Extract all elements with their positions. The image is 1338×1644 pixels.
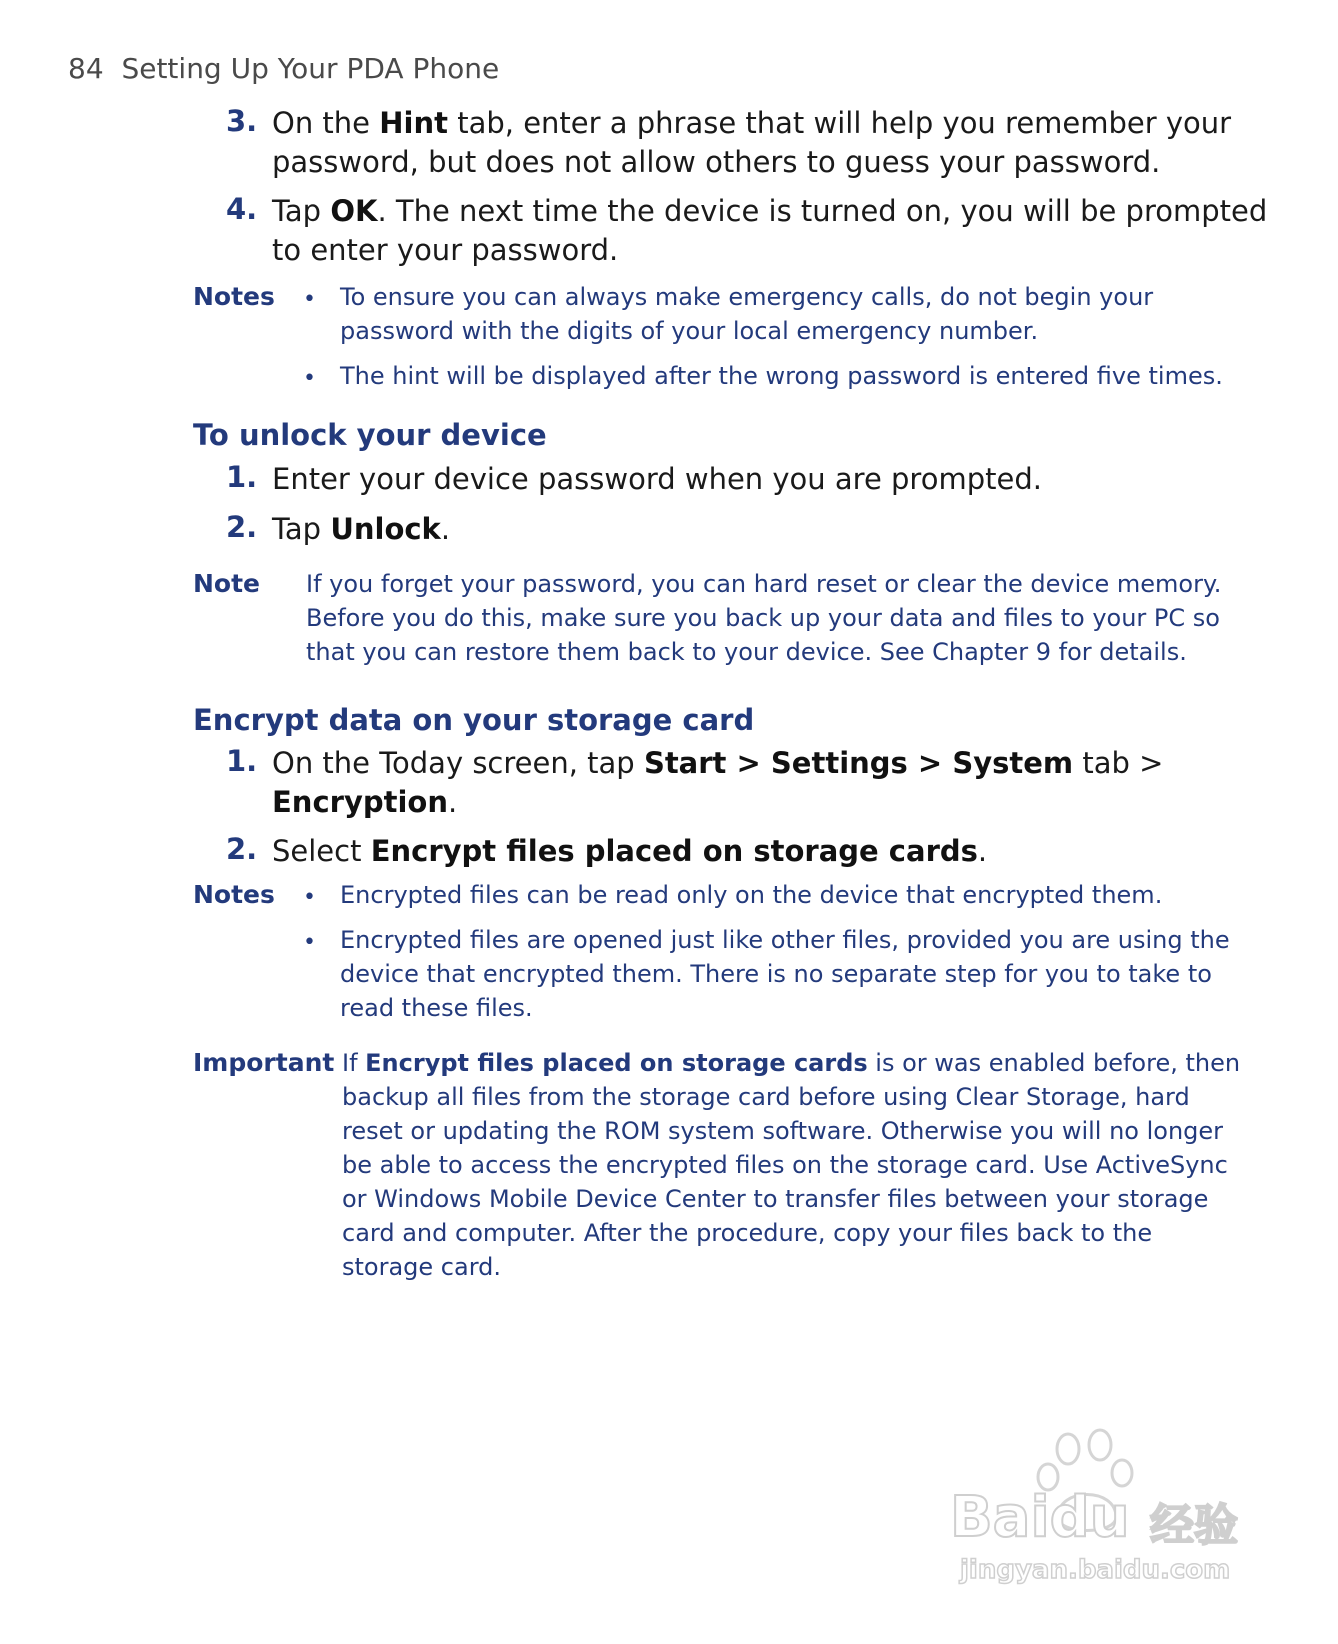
step-text: Enter your device password when you are prompted. (272, 462, 1042, 496)
note-text: Encrypted files are opened just like other files, provided you are using the (340, 926, 1230, 954)
watermark-brand-part: Bai (950, 1485, 1050, 1550)
step-text-part: . (447, 785, 458, 819)
watermark-brand (950, 1485, 1130, 1550)
step-bold-term: Unlock (330, 512, 441, 546)
step-text (272, 104, 1231, 142)
note-text: password with the digits of your local emergency number. (340, 317, 1039, 345)
step-number: 4. (226, 192, 258, 226)
important-label: Important (193, 1048, 335, 1077)
step-text-line (272, 783, 457, 821)
note-text: that you can restore them back to your device. See Chapter 9 for details. (306, 638, 1187, 666)
step-bold-term: Encryption (272, 785, 448, 819)
important-text: storage card. (342, 1253, 502, 1281)
watermark-brand-part: du (1049, 1485, 1130, 1550)
bullet: • (303, 885, 316, 910)
step-text (272, 832, 987, 870)
step-text-part: Select (272, 834, 371, 868)
step-number: 2. (226, 832, 258, 866)
page-number: 84 (68, 52, 104, 85)
note-text: Encrypted files can be read only on the device that encrypted them. (340, 881, 1163, 909)
step-bold-term: Hint (379, 106, 448, 140)
watermark-url: jingyan.baidu.com (960, 1555, 1231, 1585)
watermark (940, 1425, 1270, 1595)
step-number: 1. (226, 744, 258, 778)
note-label: Note (193, 569, 261, 598)
step-text-part: . The next time the device is turned on, you will be prompted (377, 194, 1268, 228)
important-text-part: is or was enabled before, then (867, 1049, 1241, 1077)
important-text: card and computer. After the procedure, copy your files back to the (342, 1219, 1153, 1247)
note-text: device that encrypted them. There is no separate step for you to take to (340, 960, 1212, 988)
bullet: • (303, 930, 316, 955)
important-text: or Windows Mobile Device Center to transfer files between your storage (342, 1185, 1209, 1213)
step-text-part: On the (272, 106, 380, 140)
page-header (68, 52, 499, 85)
notes-label: Notes (193, 282, 275, 311)
step-text-part: . (440, 512, 451, 546)
section-heading: To unlock your device (193, 418, 547, 452)
important-text (342, 1046, 1240, 1080)
notes-label: Notes (193, 880, 275, 909)
step-number: 2. (226, 510, 258, 544)
step-text-part: Tap (272, 194, 331, 228)
step-text-line: to enter your password. (272, 233, 619, 267)
important-text: backup all files from the storage card before using Clear Storage, hard (342, 1083, 1190, 1111)
note-text: read these files. (340, 994, 533, 1022)
step-bold-term: Encrypt files placed on storage cards (370, 834, 978, 868)
step-text (272, 744, 1163, 782)
step-text-part: Tap (272, 512, 331, 546)
step-bold-term: Settings (770, 746, 908, 780)
note-text: If you forget your password, you can hard reset or clear the device memory. (306, 570, 1222, 598)
step-number: 3. (226, 104, 258, 138)
note-text: The hint will be displayed after the wrong password is entered five times. (340, 362, 1223, 390)
step-text-part: . (977, 834, 988, 868)
step-text-line: password, but does not allow others to guess your password. (272, 145, 1161, 179)
step-bold-term: System (952, 746, 1074, 780)
note-text: Before you do this, make sure you back up your data and files to your PC so (306, 604, 1220, 632)
bullet: • (303, 366, 316, 391)
step-number: 1. (226, 460, 258, 494)
step-text (272, 510, 450, 548)
step-text-part: tab, enter a phrase that will help you remember your (447, 106, 1232, 140)
step-text-part: On the Today screen, tap (272, 746, 644, 780)
note-text: To ensure you can always make emergency calls, do not begin your (340, 283, 1154, 311)
step-bold-term: Start (643, 746, 727, 780)
important-text: be able to access the encrypted files on the storage card. Use ActiveSync (342, 1151, 1228, 1179)
step-separator: > (907, 746, 953, 780)
page-header-title: Setting Up Your PDA Phone (121, 52, 500, 85)
important-text: reset or updating the ROM system software. Otherwise you will no longer (342, 1117, 1224, 1145)
important-text-part: If (342, 1049, 366, 1077)
step-text (272, 192, 1267, 230)
step-bold-term: OK (330, 194, 378, 228)
section-heading: Encrypt data on your storage card (193, 703, 755, 737)
watermark-cn: 经验 (1150, 1500, 1238, 1551)
step-text-part: tab > (1073, 746, 1164, 780)
important-bold-term: Encrypt files placed on storage cards (365, 1049, 868, 1077)
bullet: • (303, 287, 316, 312)
step-separator: > (726, 746, 771, 780)
